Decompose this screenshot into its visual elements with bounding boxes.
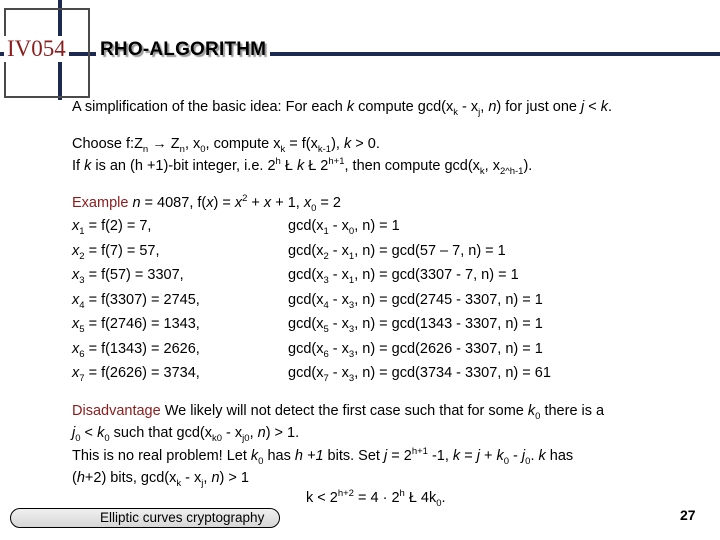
intro-paragraph: A simplification of the basic idea: For each k compute $\gcd(x_k - x_j$, n) for just one j < k. (72, 99, 613, 118)
example-step-right: $\gcd(x_7 - x_3$, n) = gcd(3734 - 3307, n) = 61 (288, 365, 551, 384)
bound-line: $k < 2^{h+2} = 4 \cdot 2^h$ Ł $4k_0$. (306, 488, 446, 509)
slide-content (72, 96, 712, 490)
footer-title: Elliptic curves cryptography (100, 510, 265, 525)
example-rows (72, 214, 712, 386)
disadvantage-line-1: Disadvantage We likely will not detect the first case such that for some $k_0$ there is a (72, 402, 605, 422)
if-line: If k is an (h +1)-bit integer, i.e. 2$^h$ Ł k Ł $2^{h+1}$, then compute $\gcd(x_k$, $x_{2\^{}h-1}$). (72, 156, 533, 177)
example-step-right: $\gcd(x_6 - x_3$, n) = gcd(2626 - 3307, n) = 1 (288, 340, 543, 360)
example-header: Example n = 4087, $f(x) = x^2 + x + 1$, $x_0 = 2$ (72, 192, 341, 214)
example-step-left: $x_5 = f(2746) = 1343$, (72, 316, 200, 335)
disadvantage-line-2: $j_0 < k_0$ such that $\gcd(x_{k0} - x_{j0}$, n) > 1. (72, 425, 300, 444)
no-problem-line: This is no real problem! Let $k_0$ has h +1 bits. Set $j = 2^{h+1}$ -1, $k = j + k_0 - j_0$. k has (72, 445, 574, 467)
example-step-right: $\gcd(x_3 - x_1$, n) = gcd(3307 - 7, n) = 1 (288, 267, 519, 286)
example-step-right: $\gcd(x_1 - x_0$, n) = 1 (288, 218, 400, 237)
example-row (72, 288, 712, 313)
example-step-left: $x_3 = f(57) = 3307$, (72, 267, 184, 286)
example-row (72, 263, 712, 288)
choose-line: Choose $f:Z_n \to Z_n$, $x_0$, compute $x_k = f(x_{k-1})$, k > 0. (72, 135, 380, 155)
example-step-left: $x_6 = f(1343) = 2626$, (72, 340, 200, 360)
example-step-right: $\gcd(x_4 - x_3$, n) = gcd(2745 - 3307, n) = 1 (288, 291, 543, 311)
example-step-right: $\gcd(x_5 - x_3$, n) = gcd(1343 - 3307, n) = 1 (288, 316, 543, 335)
example-step-left: $x_1 = f(2) = 7$, (72, 218, 152, 237)
page-number: 27 (680, 507, 696, 523)
example-step-left: $x_4 = f(3307) = 2745$, (72, 291, 200, 311)
example-step-left: $x_7 = f(2626) = 3734$, (72, 365, 200, 384)
example-row (72, 361, 712, 386)
course-id-label: IV054 (4, 36, 69, 62)
example-step-left: $x_2 = f(7) = 57$, (72, 242, 160, 262)
example-row (72, 214, 712, 239)
slide-title: RHO-ALGORITHM (96, 38, 270, 62)
example-row (72, 239, 712, 264)
example-row (72, 337, 712, 362)
example-step-right: $\gcd(x_2 - x_1$, n) = gcd(57 – 7, n) = 1 (288, 242, 506, 262)
example-row (72, 312, 712, 337)
bits-line: (h+2) bits, $\gcd(x_k - x_j$, n) > 1 (72, 470, 249, 489)
